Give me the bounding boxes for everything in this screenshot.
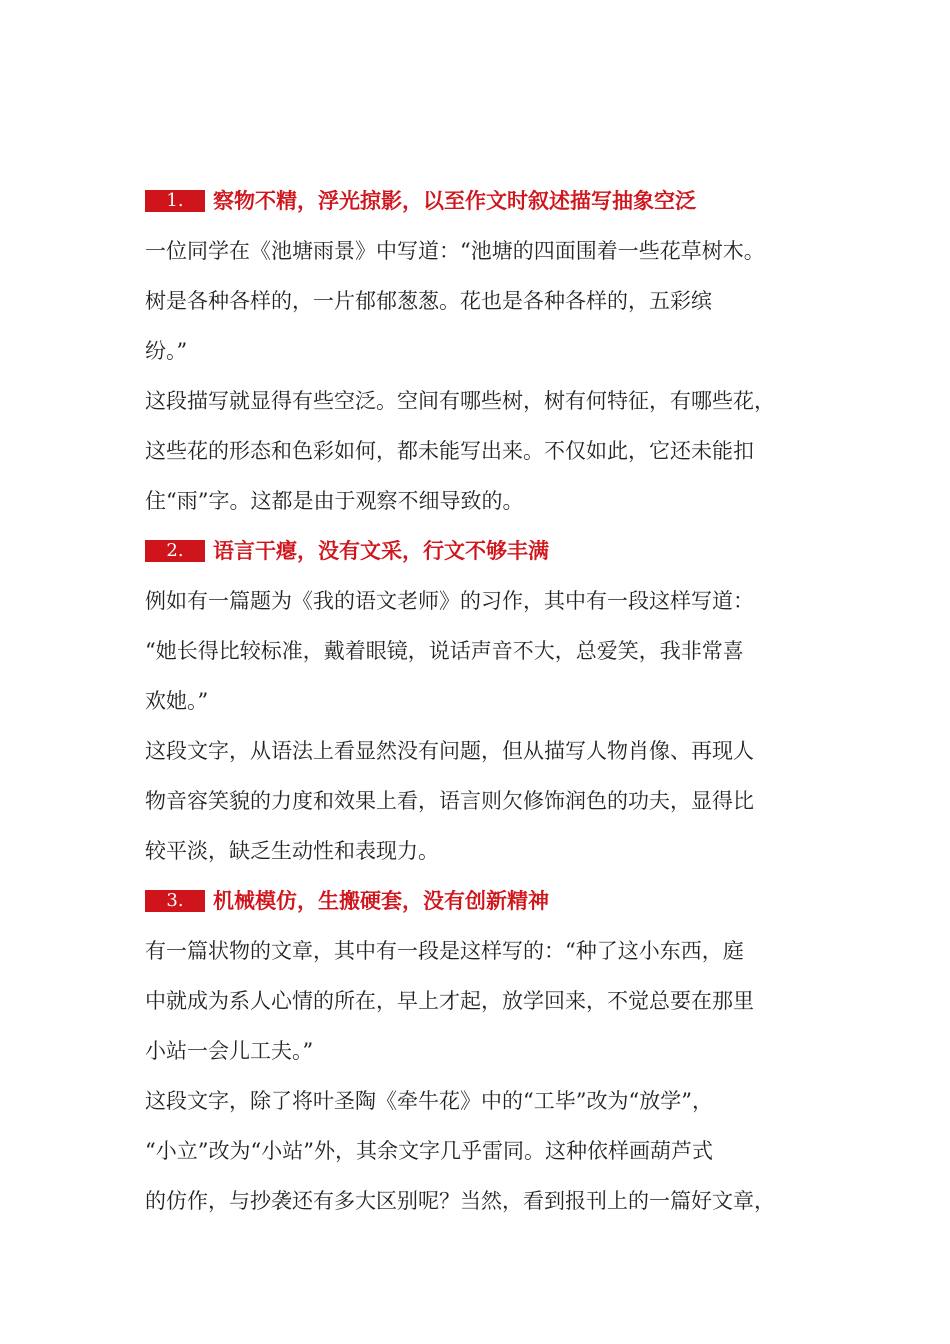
paragraph-line: 有一篇状物的文章，其中有一段是这样写的：“种了这小东西，庭 xyxy=(145,939,744,963)
section-2 xyxy=(145,526,810,876)
paragraph-line: “她长得比较标准，戴着眼镜，说话声音不大，总爱笑，我非常喜 xyxy=(145,639,744,663)
section-3-heading xyxy=(145,876,810,926)
paragraph-line: 树是各种各样的，一片郁郁葱葱。花也是各种各样的，五彩缤 xyxy=(145,289,712,313)
section-2-number-badge: 2. xyxy=(145,540,205,562)
paragraph-line: 的仿作，与抄袭还有多大区别呢？当然，看到报刊上的一篇好文章， xyxy=(145,1189,775,1213)
paragraph-line: 这段文字，除了将叶圣陶《牵牛花》中的“工毕”改为“放学”， xyxy=(145,1089,713,1113)
paragraph-line: “小立”改为“小站”外，其余文字几乎雷同。这种依样画葫芦式 xyxy=(145,1139,713,1163)
paragraph-line: 这些花的形态和色彩如何，都未能写出来。不仅如此，它还未能扣 xyxy=(145,439,754,463)
paragraph-line: 例如有一篇题为《我的语文老师》的习作，其中有一段这样写道： xyxy=(145,589,754,613)
section-1-number-badge: 1. xyxy=(145,190,205,212)
paragraph-line: 物音容笑貌的力度和效果上看，语言则欠修饰润色的功夫，显得比 xyxy=(145,789,754,813)
paragraph-line: 中就成为系人心情的所在，早上才起，放学回来，不觉总要在那里 xyxy=(145,989,754,1013)
paragraph-line: 住“雨”字。这都是由于观察不细导致的。 xyxy=(145,489,524,513)
paragraph-line: 这段文字，从语法上看显然没有问题，但从描写人物肖像、再现人 xyxy=(145,739,754,763)
section-2-title: 语言干瘪，没有文采，行文不够丰满 xyxy=(213,538,549,563)
paragraph-line: 小站一会儿工夫。” xyxy=(145,1039,314,1063)
section-2-heading xyxy=(145,526,810,576)
section-3-title: 机械模仿，生搬硬套，没有创新精神 xyxy=(213,888,549,913)
paragraph-line: 较平淡，缺乏生动性和表现力。 xyxy=(145,839,439,863)
document-body xyxy=(145,176,810,1226)
paragraph-line: 欢她。” xyxy=(145,689,209,713)
section-1 xyxy=(145,176,810,526)
paragraph-line: 这段描写就显得有些空泛。空间有哪些树，树有何特征，有哪些花， xyxy=(145,389,775,413)
section-3 xyxy=(145,876,810,1226)
paragraph-line: 纷。” xyxy=(145,339,188,363)
section-3-number-badge: 3. xyxy=(145,890,205,912)
section-1-heading xyxy=(145,176,810,226)
section-1-title: 察物不精，浮光掠影，以至作文时叙述描写抽象空泛 xyxy=(213,188,696,213)
paragraph-line: 一位同学在《池塘雨景》中写道：“池塘的四面围着一些花草树木。 xyxy=(145,239,765,263)
